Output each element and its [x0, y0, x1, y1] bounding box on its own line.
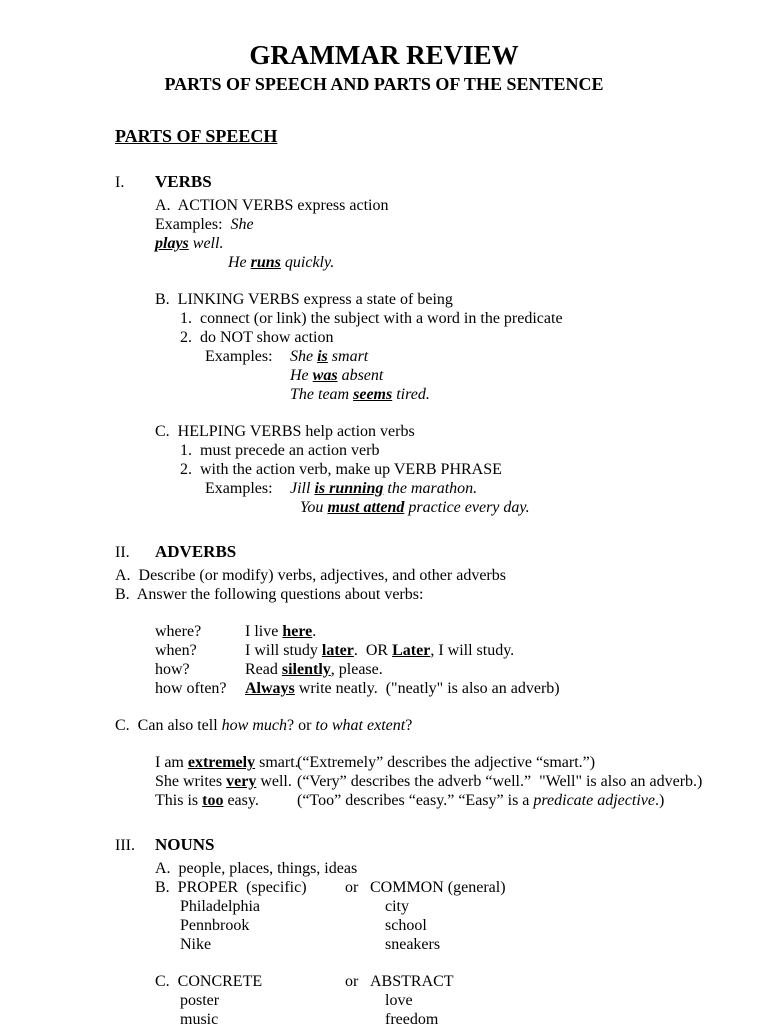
question-label: how often? — [155, 680, 227, 697]
or-label: or — [345, 879, 359, 896]
example-text: . OR — [353, 642, 393, 659]
example-sentence — [155, 791, 297, 810]
document-title: GRAMMAR REVIEW — [249, 40, 519, 70]
question-label: where? — [155, 623, 202, 640]
or-label: or — [345, 973, 359, 990]
nouns-numeral: III. — [115, 837, 135, 854]
example-text: He — [290, 367, 313, 384]
verbs-numeral: I. — [115, 174, 125, 191]
note-text: .) — [654, 792, 665, 809]
abstract-label: ABSTRACT — [370, 973, 454, 990]
noun-row — [180, 916, 734, 935]
example-text: absent — [337, 367, 384, 384]
examples-label: Examples: — [155, 216, 231, 233]
example-text: Read — [245, 661, 282, 678]
proper-label: B. PROPER (specific) — [155, 879, 307, 896]
abstract-noun: love — [385, 992, 413, 1009]
example-text: This is — [155, 792, 203, 809]
adverb-here: here — [282, 623, 313, 640]
helping-example-2 — [300, 498, 734, 517]
action-example-plays — [155, 234, 734, 253]
adverb-later: later — [321, 642, 354, 659]
proper-noun: Nike — [180, 936, 212, 953]
adverb-question-how — [155, 660, 734, 679]
adverbs-line-b: B. Answer the following questions about verbs: — [115, 586, 424, 603]
common-noun: sneakers — [385, 936, 441, 953]
common-label: COMMON (general) — [370, 879, 506, 896]
action-verbs-line: A. ACTION VERBS express action — [155, 197, 389, 214]
example-text: smart — [327, 348, 369, 365]
example-text: , I will study. — [430, 642, 515, 659]
example-text: The team — [290, 386, 354, 403]
document-header — [0, 40, 768, 95]
section-adverbs — [115, 541, 734, 810]
example-note: (“Very” describes the adverb “well.” "Well" is also an adverb.) — [297, 773, 703, 790]
extent-example-2 — [155, 772, 734, 791]
adverb-question-how-often — [155, 679, 734, 698]
adverb-too: too — [202, 792, 224, 809]
proper-noun: Philadelphia — [180, 898, 260, 915]
example-text: quickly. — [280, 254, 335, 271]
concrete-noun: music — [180, 1011, 219, 1028]
verb-is-running: is running — [314, 480, 384, 497]
linking-example-1 — [205, 347, 734, 366]
helping-verbs-line: C. HELPING VERBS help action verbs — [155, 423, 415, 440]
adverbs-title: ADVERBS — [155, 542, 237, 561]
verb-is: is — [317, 348, 328, 365]
line-text: ? — [405, 717, 413, 734]
example-text: easy. — [223, 792, 259, 809]
example-text: You — [300, 499, 328, 516]
example-text: She — [230, 216, 254, 233]
linking-example-3 — [290, 385, 734, 404]
adverb-question-when — [155, 641, 734, 660]
question-label: when? — [155, 642, 197, 659]
parts-of-speech-heading: PARTS OF SPEECH — [115, 126, 278, 146]
concrete-label: C. CONCRETE — [155, 973, 263, 990]
example-text: She — [290, 348, 318, 365]
extent-example-1 — [155, 753, 734, 772]
helping-example-1 — [205, 479, 734, 498]
adverb-question-where — [155, 622, 734, 641]
section-nouns — [115, 834, 734, 1029]
adverb-later-2: Later — [392, 642, 431, 659]
example-text: write neatly. ("neatly" is also an adverb) — [294, 680, 560, 697]
document-subtitle: PARTS OF SPEECH AND PARTS OF THE SENTENCE — [164, 74, 604, 94]
examples-label: Examples: — [205, 348, 273, 365]
line-text: C. Can also tell — [115, 717, 222, 734]
noun-row — [180, 897, 734, 916]
adverbs-numeral: II. — [115, 544, 130, 561]
example-text: , please. — [330, 661, 383, 678]
action-examples-line — [155, 215, 734, 234]
example-text: I will study — [245, 642, 322, 659]
verb-seems: seems — [353, 386, 393, 403]
verb-was: was — [312, 367, 338, 384]
section-verbs — [115, 171, 734, 517]
adverb-extremely: extremely — [187, 754, 256, 771]
example-text: . — [312, 623, 317, 640]
helping-item-2: 2. with the action verb, make up VERB PHRASE — [180, 461, 502, 478]
linking-item-2: 2. do NOT show action — [180, 329, 334, 346]
line-text: ? or — [286, 717, 316, 734]
example-text: the marathon. — [383, 480, 478, 497]
linking-item-1: 1. connect (or link) the subject with a word in the predicate — [180, 310, 563, 327]
extent-example-3 — [155, 791, 734, 810]
linking-example-2 — [290, 366, 734, 385]
nouns-title: NOUNS — [155, 835, 215, 854]
verbs-title: VERBS — [155, 172, 212, 191]
verb-plays: plays — [155, 235, 189, 252]
example-text: practice every day. — [404, 499, 530, 516]
verb-must-attend: must attend — [327, 499, 405, 516]
linking-verbs-line: B. LINKING VERBS express a state of being — [155, 291, 453, 308]
examples-label: Examples: — [205, 480, 273, 497]
concrete-noun: poster — [180, 992, 220, 1009]
example-text: well. — [256, 773, 292, 790]
example-note: (“Extremely” describes the adjective “smart.”) — [297, 754, 596, 771]
nouns-proper-header — [155, 878, 734, 897]
adverb-very: very — [226, 773, 257, 790]
example-text: tired. — [392, 386, 430, 403]
action-example-runs — [228, 253, 734, 272]
phrase-how-much: how much — [221, 717, 287, 734]
common-noun: city — [385, 898, 409, 915]
phrase-predicate-adjective: predicate adjective — [533, 792, 655, 809]
example-sentence — [155, 753, 297, 772]
nouns-line-a: A. people, places, things, ideas — [155, 860, 358, 877]
nouns-concrete-header — [155, 972, 734, 991]
example-note — [297, 792, 664, 809]
nouns-heading-row — [115, 834, 734, 857]
adverbs-heading-row — [115, 541, 734, 564]
example-text: well. — [188, 235, 224, 252]
example-text: She writes — [155, 773, 227, 790]
phrase-to-what-extent: to what extent — [315, 717, 406, 734]
verb-runs: runs — [250, 254, 281, 271]
helping-item-1: 1. must precede an action verb — [180, 442, 380, 459]
example-text: I am — [155, 754, 188, 771]
adverbs-line-c — [115, 716, 734, 735]
example-text: He — [228, 254, 251, 271]
adverb-always: Always — [245, 680, 295, 697]
example-text: I live — [245, 623, 283, 640]
verbs-heading-row — [115, 171, 734, 194]
adverb-silently: silently — [281, 661, 331, 678]
document-body — [115, 125, 734, 1029]
example-text: Jill — [290, 480, 315, 497]
noun-row — [180, 1010, 734, 1029]
abstract-noun: freedom — [385, 1011, 439, 1028]
proper-noun: Pennbrook — [180, 917, 250, 934]
question-label: how? — [155, 661, 190, 678]
adverbs-line-a: A. Describe (or modify) verbs, adjectives, and other adverbs — [115, 567, 506, 584]
example-sentence — [155, 772, 297, 791]
noun-row — [180, 935, 734, 954]
common-noun: school — [385, 917, 427, 934]
example-text: smart. — [255, 754, 299, 771]
note-text: (“Too” describes “easy.” “Easy” is a — [297, 792, 534, 809]
